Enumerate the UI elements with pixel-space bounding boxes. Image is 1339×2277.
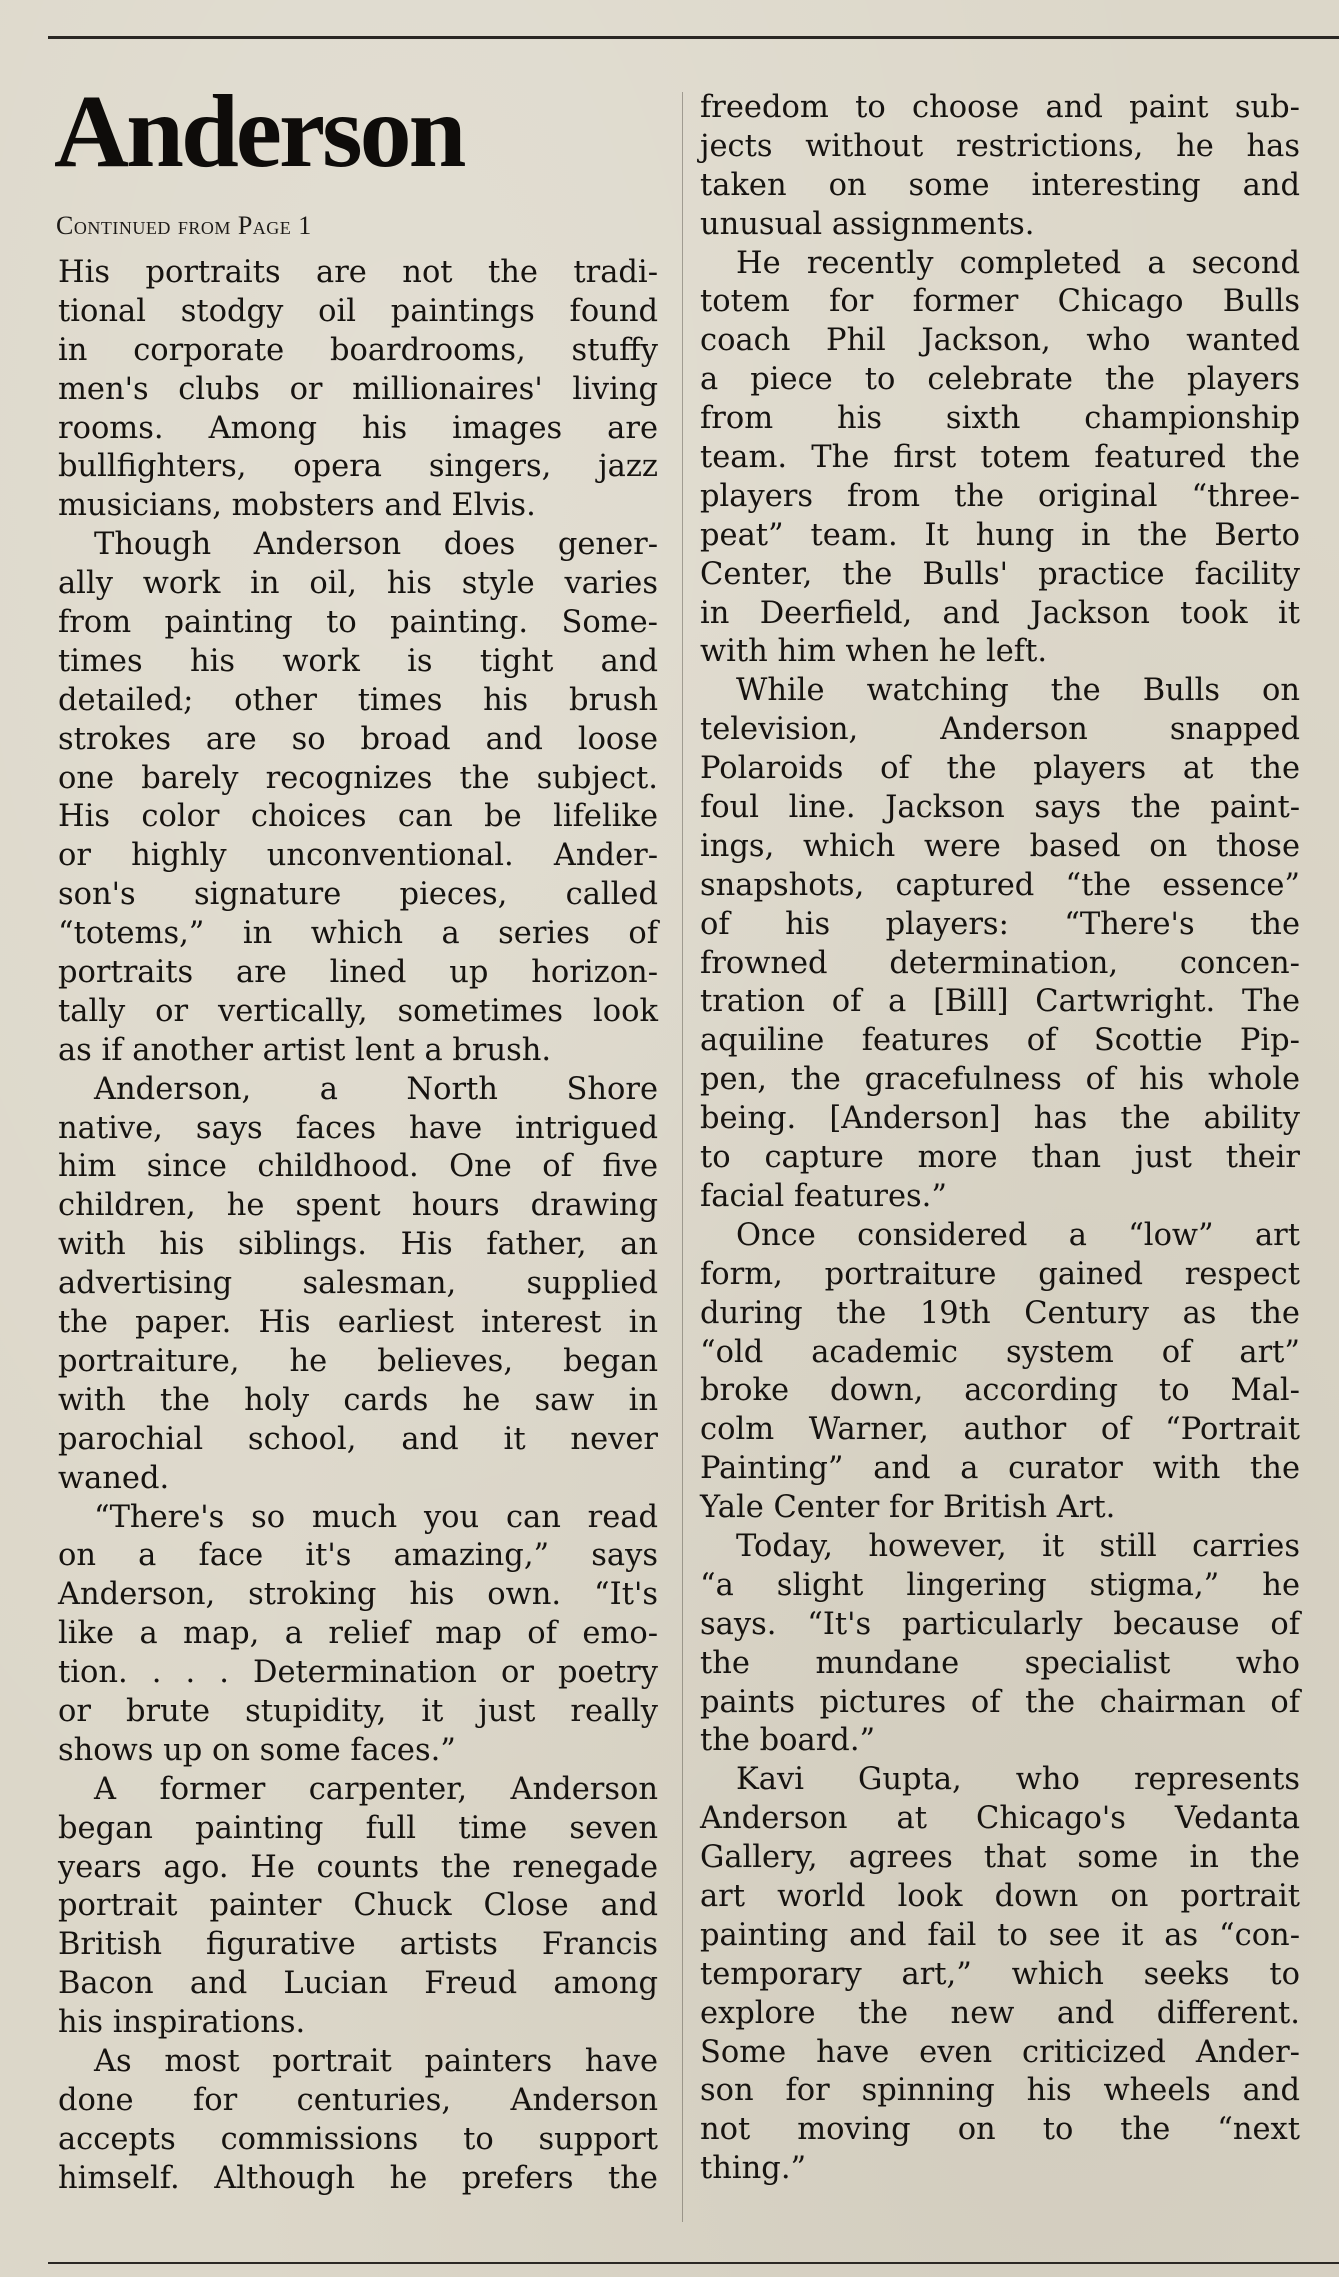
- text-line: thing.”: [700, 2151, 807, 2187]
- text-line: snapshots, captured “the essence”: [700, 867, 1300, 903]
- text-line: with his siblings. His father, an: [58, 1227, 658, 1263]
- text-line: Some have even criticized Ander-: [700, 2034, 1300, 2070]
- text-line: detailed; other times his brush: [58, 682, 658, 718]
- text-line: musicians, mobsters and Elvis.: [58, 488, 536, 524]
- text-line: children, he spent hours drawing: [58, 1188, 658, 1224]
- text-line: taken on some interesting and: [700, 167, 1300, 203]
- text-line: to capture more than just their: [700, 1140, 1300, 1176]
- text-line: Polaroids of the players at the: [700, 751, 1300, 787]
- text-line: the paper. His earliest interest in: [58, 1305, 658, 1341]
- column-divider: [682, 92, 683, 2222]
- text-line: the mundane specialist who: [700, 1645, 1300, 1681]
- text-line: British figurative artists Francis: [58, 1927, 658, 1963]
- text-line: form, portraiture gained respect: [700, 1256, 1300, 1292]
- text-line: began painting full time seven: [58, 1810, 658, 1846]
- text-line: frowned determination, concen-: [700, 945, 1300, 981]
- text-line: tional stodgy oil paintings found: [58, 293, 658, 329]
- text-line: or highly unconventional. Ander-: [58, 838, 658, 874]
- text-line: His color choices can be lifelike: [58, 799, 658, 835]
- text-line: ally work in oil, his style varies: [58, 566, 658, 602]
- text-line: Today, however, it still carries: [736, 1528, 1300, 1564]
- text-line: shows up on some faces.”: [58, 1732, 456, 1768]
- text-line: Bacon and Lucian Freud among: [58, 1966, 658, 2002]
- text-line: “old academic system of art”: [700, 1334, 1300, 1370]
- text-line: himself. Although he prefers the: [58, 2160, 658, 2196]
- text-line: “There's so much you can read: [94, 1499, 658, 1535]
- text-line: portraits are lined up horizon-: [58, 955, 658, 991]
- text-line: him since childhood. One of five: [58, 1149, 658, 1185]
- text-line: portraiture, he believes, began: [58, 1343, 658, 1379]
- text-line: A former carpenter, Anderson: [94, 1771, 658, 1807]
- text-line: waned.: [58, 1460, 170, 1496]
- text-line: “totems,” in which a series of: [58, 916, 658, 952]
- text-line: times his work is tight and: [58, 643, 658, 679]
- text-line: parochial school, and it never: [58, 1421, 658, 1457]
- left-column: [58, 254, 658, 2199]
- text-line: Center, the Bulls' practice facility: [700, 556, 1300, 592]
- text-line: men's clubs or millionaires' living: [58, 371, 658, 407]
- text-line: his inspirations.: [58, 2005, 306, 2041]
- text-line: during the 19th Century as the: [700, 1295, 1300, 1331]
- text-line: in Deerfield, and Jackson took it: [700, 595, 1300, 631]
- text-line: Anderson at Chicago's Vedanta: [700, 1801, 1300, 1837]
- right-column: [700, 89, 1300, 2189]
- text-line: aquiline features of Scottie Pip-: [700, 1023, 1300, 1059]
- text-line: ings, which were based on those: [700, 828, 1300, 864]
- text-line: strokes are so broad and loose: [58, 721, 658, 757]
- text-line: coach Phil Jackson, who wanted: [700, 323, 1300, 359]
- text-line: painting and fail to see it as “con-: [700, 1917, 1300, 1953]
- text-line: jects without restrictions, he has: [700, 128, 1300, 164]
- text-line: “a slight lingering stigma,” he: [700, 1567, 1300, 1603]
- text-line: facial features.”: [700, 1178, 947, 1214]
- text-line: explore the new and different.: [700, 1995, 1300, 2031]
- text-line: Anderson, a North Shore: [94, 1071, 658, 1107]
- text-line: as if another artist lent a brush.: [58, 1032, 552, 1068]
- text-line: foul line. Jackson says the paint-: [700, 790, 1300, 826]
- text-line: Painting” and a curator with the: [700, 1451, 1300, 1487]
- text-line: son for spinning his wheels and: [700, 2073, 1300, 2109]
- continued-from-label: Continued from Page 1: [56, 211, 312, 240]
- text-line: television, Anderson snapped: [700, 712, 1300, 748]
- text-line: being. [Anderson] has the ability: [700, 1101, 1300, 1137]
- text-line: paints pictures of the chairman of: [700, 1684, 1300, 1720]
- text-line: advertising salesman, supplied: [58, 1266, 658, 1302]
- text-line: portrait painter Chuck Close and: [58, 1888, 658, 1924]
- text-line: team. The first totem featured the: [700, 440, 1300, 476]
- bottom-rule: [48, 2262, 1339, 2264]
- text-line: tion. . . . Determination or poetry: [58, 1655, 658, 1691]
- text-line: players from the original “three-: [700, 478, 1300, 514]
- text-line: unusual assignments.: [700, 206, 1035, 242]
- text-line: not moving on to the “next: [700, 2112, 1300, 2148]
- text-line: native, says faces have intrigued: [58, 1110, 658, 1146]
- text-line: on a face it's amazing,” says: [58, 1538, 658, 1574]
- text-line: son's signature pieces, called: [58, 877, 658, 913]
- text-line: with the holy cards he saw in: [58, 1382, 658, 1418]
- text-line: a piece to celebrate the players: [700, 362, 1300, 398]
- text-line: one barely recognizes the subject.: [58, 760, 658, 796]
- text-line: with him when he left.: [700, 634, 1048, 670]
- text-line: Gallery, agrees that some in the: [700, 1840, 1300, 1876]
- text-line: from painting to painting. Some-: [58, 605, 658, 641]
- text-line: accepts commissions to support: [58, 2121, 658, 2157]
- text-line: His portraits are not the tradi-: [58, 255, 658, 290]
- text-line: Once considered a “low” art: [736, 1217, 1300, 1253]
- text-line: totem for former Chicago Bulls: [700, 284, 1300, 320]
- text-line: the board.”: [700, 1723, 876, 1759]
- top-rule: [48, 36, 1339, 39]
- text-line: years ago. He counts the renegade: [58, 1849, 658, 1885]
- text-line: or brute stupidity, it just really: [58, 1693, 658, 1729]
- text-line: in corporate boardrooms, stuffy: [58, 332, 658, 368]
- text-line: freedom to choose and paint sub-: [700, 90, 1300, 125]
- text-line: As most portrait painters have: [94, 2043, 658, 2079]
- text-line: peat” team. It hung in the Berto: [700, 517, 1300, 553]
- text-line: Anderson, stroking his own. “It's: [58, 1577, 658, 1613]
- text-line: colm Warner, author of “Portrait: [700, 1412, 1300, 1448]
- text-line: done for centuries, Anderson: [58, 2082, 658, 2118]
- text-line: broke down, according to Mal-: [700, 1373, 1300, 1409]
- text-line: tally or vertically, sometimes look: [58, 993, 658, 1029]
- text-line: He recently completed a second: [736, 245, 1300, 281]
- text-line: Though Anderson does gener-: [94, 527, 658, 563]
- text-line: says. “It's particularly because of: [700, 1606, 1300, 1642]
- text-line: Yale Center for British Art.: [700, 1490, 1116, 1526]
- text-line: art world look down on portrait: [700, 1878, 1300, 1914]
- text-line: of his players: “There's the: [700, 906, 1300, 942]
- text-line: pen, the gracefulness of his whole: [700, 1062, 1300, 1098]
- text-line: Kavi Gupta, who represents: [736, 1762, 1300, 1798]
- text-line: temporary art,” which seeks to: [700, 1956, 1300, 1992]
- text-line: While watching the Bulls on: [736, 673, 1300, 709]
- text-line: rooms. Among his images are: [58, 410, 658, 446]
- text-line: bullfighters, opera singers, jazz: [58, 449, 658, 485]
- text-line: like a map, a relief map of emo-: [58, 1616, 658, 1652]
- text-line: tration of a [Bill] Cartwright. The: [700, 984, 1300, 1020]
- text-line: from his sixth championship: [700, 401, 1300, 437]
- headline: Anderson: [54, 74, 464, 189]
